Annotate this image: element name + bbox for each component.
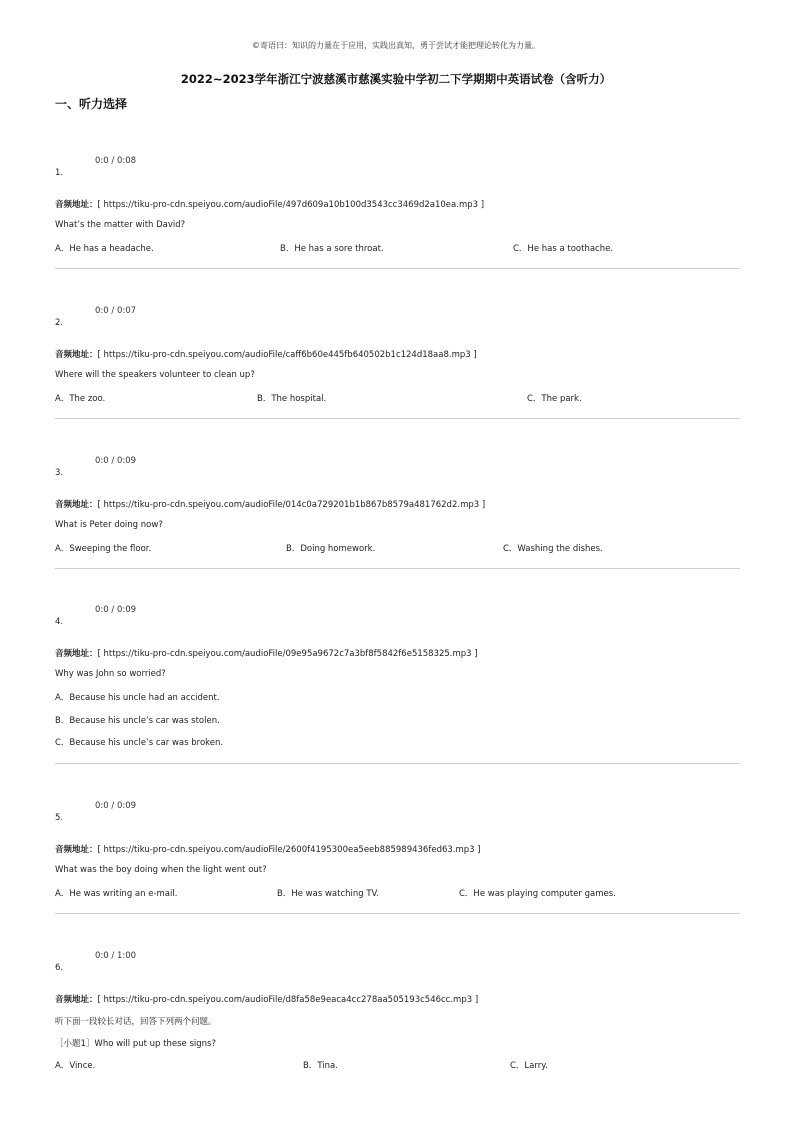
audio-address — [55, 843, 481, 855]
option-a: A．Sweeping the floor. — [55, 544, 152, 554]
audio-address — [55, 993, 478, 1005]
page-motto: ©寄语曰：知识的力量在于应用，实践出真知，勇于尝试才能把理论转化为力量。 — [252, 41, 540, 50]
audio-address — [55, 498, 485, 510]
option-c: C．Washing the dishes. — [503, 544, 603, 554]
option-a: A．Vince. — [55, 1061, 96, 1071]
option-c: C．He has a toothache. — [513, 244, 614, 254]
audio-label: 音频地址： — [55, 995, 98, 1005]
question-number: 3. — [55, 468, 64, 478]
audio-url-link[interactable]: [ https://tiku-pro-cdn.speiyou.com/audioFile/caff6b60e445fb640502b1c124d18aa8.mp3 ] — [97, 350, 477, 360]
option-c: C．He was playing computer games. — [459, 889, 616, 899]
audio-player-time[interactable]: 0:0 / 0:09 — [95, 605, 137, 615]
option-a: A．He has a headache. — [55, 244, 154, 254]
option-c: C．The park. — [527, 394, 582, 404]
question-stem: Why was John so worried? — [55, 669, 166, 679]
audio-label: 音频地址： — [55, 200, 98, 210]
section-heading: 一、听力选择 — [55, 97, 128, 111]
option-c: C．Because his uncle’s car was broken. — [55, 738, 224, 748]
option-b: B．He was watching TV. — [277, 889, 379, 899]
option-b: B．Doing homework. — [286, 544, 376, 554]
divider — [55, 418, 740, 419]
audio-url-link[interactable]: [ https://tiku-pro-cdn.speiyou.com/audioFile/497d609a10b100d3543cc3469d2a10ea.mp3 ] — [97, 200, 485, 210]
audio-player-time[interactable]: 0:0 / 0:07 — [95, 306, 137, 316]
audio-url-link[interactable]: [ https://tiku-pro-cdn.speiyou.com/audioFile/d8fa58e9eaca4cc278aa505193c546cc.mp3 ] — [97, 995, 479, 1005]
option-a: A．The zoo. — [55, 394, 106, 404]
audio-address — [55, 647, 478, 659]
audio-label: 音频地址： — [55, 845, 98, 855]
question-number: 1. — [55, 168, 64, 178]
option-b: B．Tina. — [303, 1061, 338, 1071]
question-number: 6. — [55, 963, 64, 973]
audio-url-link[interactable]: [ https://tiku-pro-cdn.speiyou.com/audioFile/014c0a729201b1b867b8579a481762d2.mp3 ] — [97, 500, 486, 510]
question-stem: What was the boy doing when the light went out? — [55, 865, 267, 875]
question-number: 5. — [55, 813, 64, 823]
audio-url-link[interactable]: [ https://tiku-pro-cdn.speiyou.com/audioFile/09e95a9672c7a3bf8f5842f6e5158325.mp3 ] — [97, 649, 478, 659]
page-title: 2022~2023学年浙江宁波慈溪市慈溪实验中学初二下学期期中英语试卷（含听力） — [180, 72, 612, 86]
option-b: B．The hospital. — [257, 394, 327, 404]
question-number: 4. — [55, 617, 64, 627]
audio-address — [55, 198, 484, 210]
question-stem: Where will the speakers volunteer to clean up? — [55, 370, 255, 380]
question-stem: What’s the matter with David? — [55, 220, 186, 230]
question-number: 2. — [55, 318, 64, 328]
audio-label: 音频地址： — [55, 649, 98, 659]
divider — [55, 268, 740, 269]
audio-player-time[interactable]: 0:0 / 0:08 — [95, 156, 137, 166]
divider — [55, 763, 740, 764]
audio-player-time[interactable]: 0:0 / 1:00 — [95, 951, 137, 961]
option-c: C．Larry. — [510, 1061, 548, 1071]
divider — [55, 913, 740, 914]
sub-question-1: ［小题1］Who will put up these signs? — [55, 1039, 216, 1049]
audio-address — [55, 348, 477, 360]
option-b: B．He has a sore throat. — [280, 244, 384, 254]
audio-url-link[interactable]: [ https://tiku-pro-cdn.speiyou.com/audioFile/2600f4195300ea5eeb885989436fed63.mp3 ] — [97, 845, 481, 855]
audio-player-time[interactable]: 0:0 / 0:09 — [95, 801, 137, 811]
question-stem: What is Peter doing now? — [55, 520, 163, 530]
question-stem: 听下面一段较长对话，回答下列两个问题。 — [55, 1017, 217, 1027]
option-b: B．Because his uncle’s car was stolen. — [55, 716, 220, 726]
option-a: A．Because his uncle had an accident. — [55, 693, 220, 703]
divider — [55, 568, 740, 569]
option-a: A．He was writing an e-mail. — [55, 889, 178, 899]
audio-player-time[interactable]: 0:0 / 0:09 — [95, 456, 137, 466]
audio-label: 音频地址： — [55, 500, 98, 510]
audio-label: 音频地址： — [55, 350, 98, 360]
